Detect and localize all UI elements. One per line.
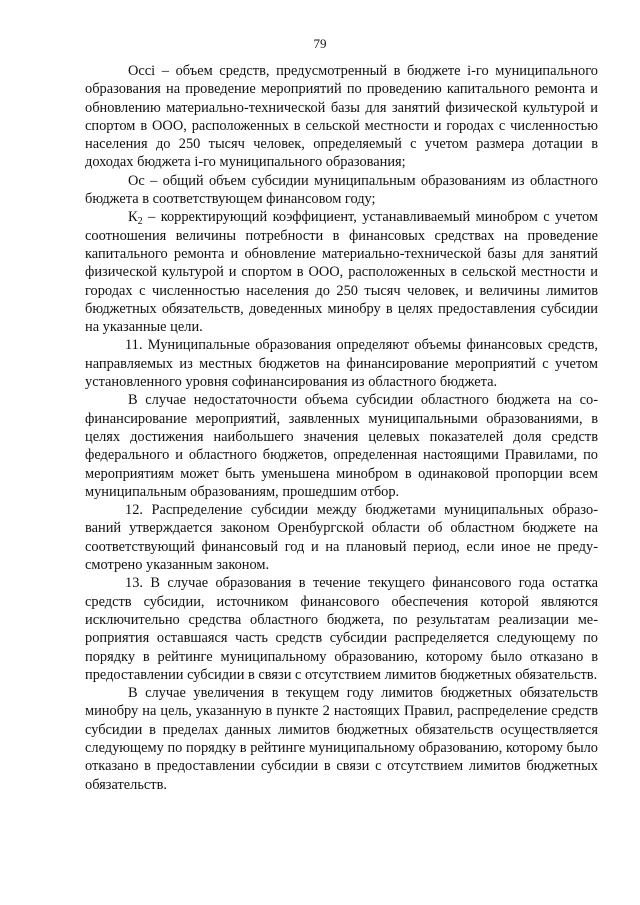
definition-occi (85, 62, 598, 172)
definition-symbol: Ос (128, 172, 145, 189)
paragraph-13-continuation: В случае увеличения в текущем году лимитов бюджетных обязательств минобру на цель, указанную в пункте 2 настоящих Правил, распределение средств субсидии в пределах данных лимитов бюджетных обязательств осуществляется следующему по порядку в рейтинге муниципальному образованию, которому было отказано в предоставлении субсидии в связи с отсутствием лимитов бюджетных обязательств. (85, 685, 598, 793)
page-number: 79 (313, 36, 327, 51)
definition-symbol: Occi (128, 63, 156, 79)
paragraph-11-continuation: В случае недостаточности объема субсидии областного бюджета на софинансирование мероприятий, заявленных муниципальными образованиями, в целях достижения наибольшего значения целевых показателей доля средств федерального и областного бюджетов, определенная настоящими Правилами, по мероприятиям может быть уменьшена минобром в одинаковой пропорции всем муниципальным образованиям, прошедшим отбор. (85, 392, 598, 500)
definition-text: – общий объем субсидии муниципальным образованиям из областного бюджета в соответствующем финансовом году; (85, 172, 598, 208)
definition-symbol: К (128, 209, 138, 226)
definition-text: – объем средств, предусмотренный в бюджете i-го муниципального образования на проведение мероприятий по проведению капитального ремонта и обновлению материально-технической базы для занятий физической культурой и спортом в ООО, расположенных в сельской местности и городах с численностью населения до 250 тысяч человек, определяемый с учетом размера дотации в доходах бюджета i-го муниципального образования; (85, 63, 598, 171)
paragraph-13: 13. В случае образования в течение текущего финансового года остатка средств субсидии, источником финансового обеспечения которой являются исключительно средства областного бюджета, по результатам реализации мероприятия оставшаяся часть средств субсидии распределяется следующему по порядку в рейтинге муниципальному образованию, которому было отказано в предоставлении субсидии в связи с отсутствием лимитов бюджетных обязательств. (85, 575, 598, 683)
paragraph-12: 12. Распределение субсидии между бюджетами муниципальных образований утверждается законом Оренбургской области об областном бюджете на соответствующий финансовый год и на плановый период, если иное не предусмотрено указанным законом. (85, 502, 598, 574)
paragraph-11: 11. Муниципальные образования определяют объемы финансовых средств, направляемых из местных бюджетов на финансирование мероприятий с учетом установленного уровня софинансирования из областного бюджета. (85, 337, 598, 391)
definition-k2 (85, 208, 598, 336)
definition-oc (85, 172, 598, 209)
document-body (85, 62, 598, 794)
definition-text: – корректирующий коэффициент, устанавливаемый минобром с учетом соотношения величины потребности в финансовых средствах на проведение капитального ремонта и обновление материально-технической базы для занятий физической культурой и спортом в ООО, расположенных в сельской местности и городах с численностью населения до 250 тысяч человек, и величины лимитов бюджетных обязательств, доведенных минобру в целях предоставления субсидии на указанные цели. (85, 209, 598, 336)
definition-subscript: 2 (137, 216, 143, 228)
